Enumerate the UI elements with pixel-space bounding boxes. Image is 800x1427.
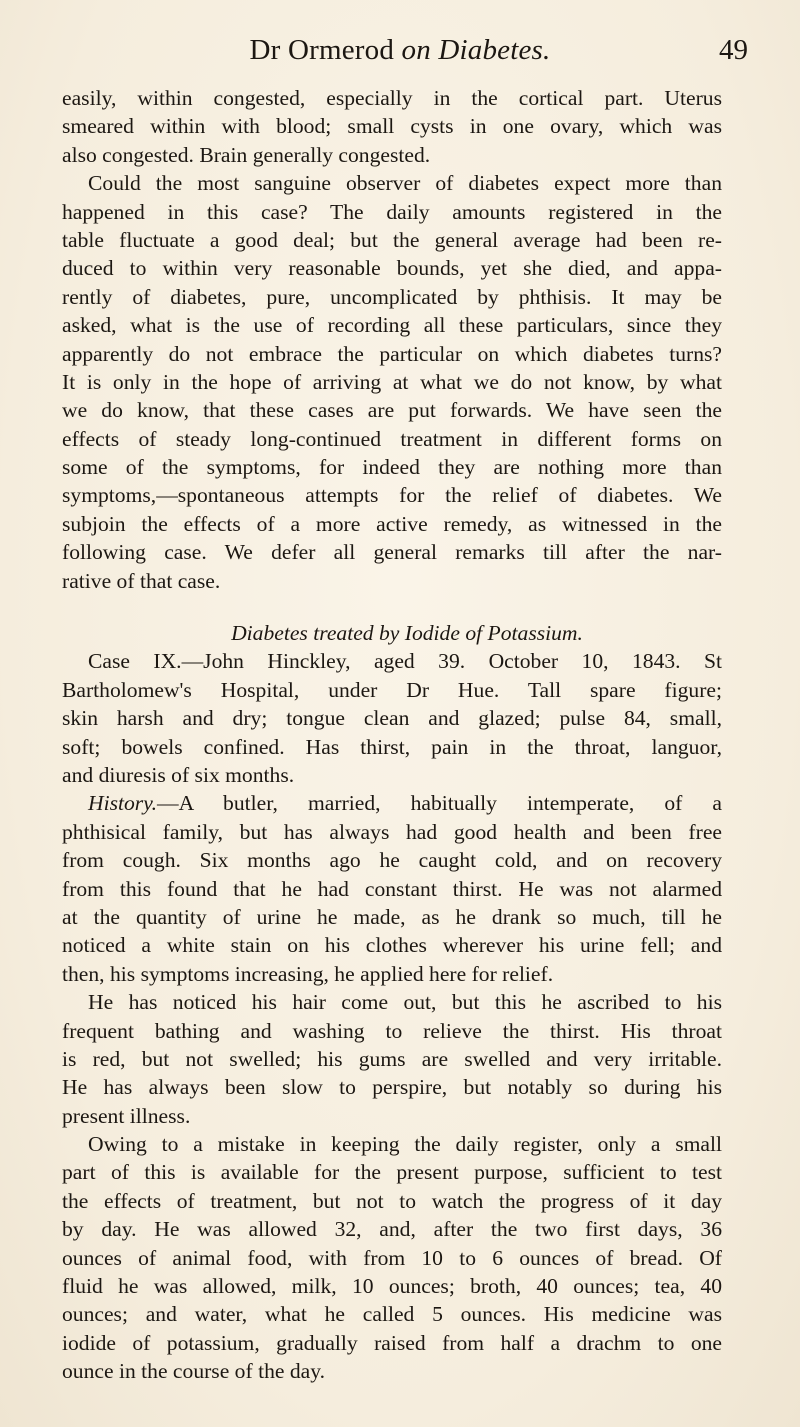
text-line: table fluctuate a good deal; but the general average had been re- xyxy=(62,227,722,252)
text-line: duced to within very reasonable bounds, yet she died, and appa- xyxy=(62,256,722,281)
text-line xyxy=(62,789,722,817)
text-line: asked, what is the use of recording all these particulars, since they xyxy=(62,313,722,338)
running-head-subject: Diabetes. xyxy=(438,34,551,66)
paragraph-history xyxy=(62,789,722,988)
running-head-on: on xyxy=(401,34,431,66)
text-line: iodide of potassium, gradually raised from half a drachm to one xyxy=(62,1330,722,1355)
paragraph-sanguine-observer xyxy=(62,169,722,595)
text-line: we do know, that these cases are put forwards. We have seen the xyxy=(62,398,722,423)
text-line: happened in this case? The daily amounts registered in the xyxy=(62,199,722,224)
running-head-author: Dr Ormerod xyxy=(249,34,395,66)
text-line: following case. We defer all general remarks till after the nar- xyxy=(62,540,722,565)
page-number: 49 xyxy=(719,34,748,66)
text-line: by day. He was allowed 32, and, after the two first days, 36 xyxy=(62,1217,722,1242)
text-line: Bartholomew's Hospital, under Dr Hue. Tall spare figure; xyxy=(62,677,722,702)
paragraph-autopsy-continued xyxy=(62,84,722,169)
text-line: ounce in the course of the day. xyxy=(62,1359,326,1384)
text-line: frequent bathing and washing to relieve the thirst. His throat xyxy=(62,1018,722,1043)
text-line: Case IX.—John Hinckley, aged 39. October 10, 1843. St xyxy=(88,649,722,674)
text-line: It is only in the hope of arriving at what we do not know, by what xyxy=(62,369,722,394)
paragraph-register xyxy=(62,1130,722,1386)
text-line: present illness. xyxy=(62,1103,191,1128)
section-gap xyxy=(62,595,722,619)
text-line: also congested. Brain generally congested. xyxy=(62,142,431,167)
text-line: Could the most sanguine observer of diabetes expect more than xyxy=(88,171,722,196)
text-line: noticed a white stain on his clothes wherever his urine fell; and xyxy=(62,933,722,958)
text-line: rative of that case. xyxy=(62,568,221,593)
text-line: from this found that he had constant thirst. He was not alarmed xyxy=(62,876,722,901)
paragraph-hair xyxy=(62,988,722,1130)
section-heading: Diabetes treated by Iodide of Potassium. xyxy=(231,621,583,646)
text-line: apparently do not embrace the particular on which diabetes turns? xyxy=(62,341,722,366)
text-line: the effects of treatment, but not to watch the progress of it day xyxy=(62,1188,722,1213)
text-line: is red, but not swelled; his gums are swelled and very irritable. xyxy=(62,1046,722,1071)
text-line: and diuresis of six months. xyxy=(62,762,295,787)
text-line: some of the symptoms, for indeed they are nothing more than xyxy=(62,455,722,480)
paragraph-case-intro xyxy=(62,647,722,789)
text-line: part of this is available for the present purpose, sufficient to test xyxy=(62,1160,722,1185)
body-text xyxy=(62,84,722,1386)
text-line: skin harsh and dry; tongue clean and glazed; pulse 84, small, xyxy=(62,706,722,731)
text-line: at the quantity of urine he made, as he drank so much, till he xyxy=(62,904,722,929)
text-line: ounces; and water, what he called 5 ounces. His medicine was xyxy=(62,1302,722,1327)
running-head-title xyxy=(0,34,800,67)
text-line: symptoms,—spontaneous attempts for the relief of diabetes. We xyxy=(62,483,722,508)
text-line: effects of steady long-continued treatment in different forms on xyxy=(62,426,722,451)
text-line: Owing to a mistake in keeping the daily register, only a small xyxy=(88,1132,722,1157)
text-line: phthisical family, but has always had good health and been free xyxy=(62,819,722,844)
text-line: He has noticed his hair come out, but this he ascribed to his xyxy=(88,990,722,1015)
text-line: then, his symptoms increasing, he applied here for relief. xyxy=(62,961,554,986)
text-line: ounces of animal food, with from 10 to 6 ounces of bread. Of xyxy=(62,1245,722,1270)
text-line: from cough. Six months ago he caught cold, and on recovery xyxy=(62,848,722,873)
text-line: fluid he was allowed, milk, 10 ounces; broth, 40 ounces; tea, 40 xyxy=(62,1274,722,1299)
text-line: soft; bowels confined. Has thirst, pain in the throat, languor, xyxy=(62,734,722,759)
history-first-line: —A butler, married, habitually intemperate, of a xyxy=(157,791,722,816)
text-line: smeared within with blood; small cysts in one ovary, which was xyxy=(62,114,722,139)
history-label: History. xyxy=(88,791,157,816)
text-line: subjoin the effects of a more active remedy, as witnessed in the xyxy=(62,511,722,536)
text-line: easily, within congested, especially in the cortical part. Uterus xyxy=(62,86,722,110)
text-line: He has always been slow to perspire, but notably so during his xyxy=(62,1075,722,1100)
text-line: rently of diabetes, pure, uncomplicated by phthisis. It may be xyxy=(62,284,722,309)
running-head xyxy=(0,34,800,74)
